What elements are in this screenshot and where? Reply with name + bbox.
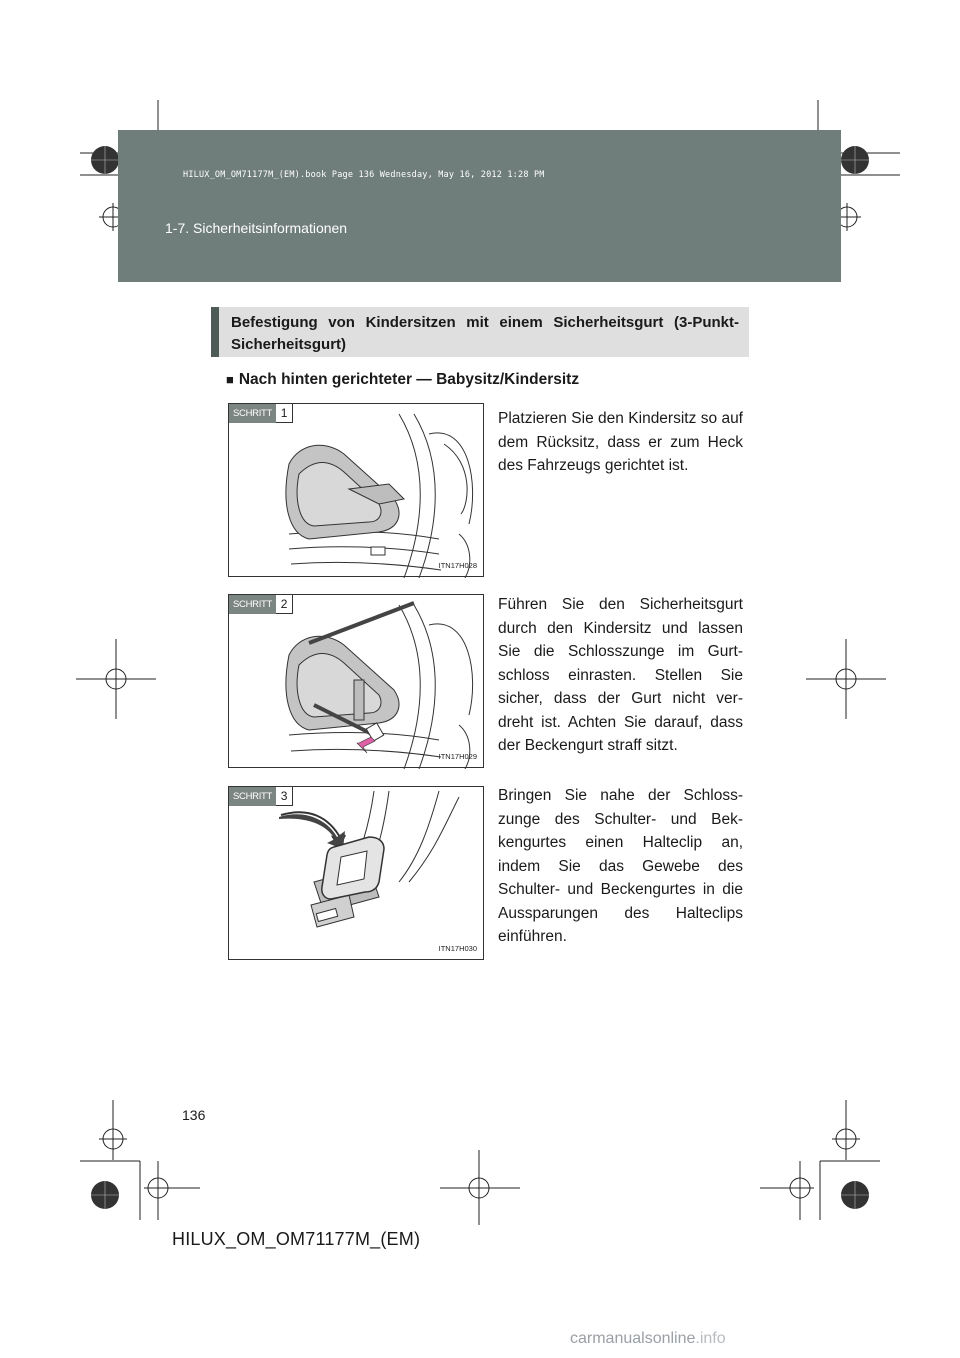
figure-code: ITN17H028 (438, 561, 477, 570)
step-3-figure (228, 786, 484, 960)
watermark-part2: .info (695, 1330, 726, 1347)
subheading-text: Nach hinten gerichteter — Babysitz/Kindersitz (238, 371, 580, 388)
step-label: SCHRITT (229, 595, 276, 614)
step-badge (229, 787, 293, 806)
step-label: SCHRITT (229, 404, 276, 423)
header-band (118, 130, 841, 282)
subheading (226, 371, 579, 389)
step-number: 1 (276, 404, 293, 423)
step-1-text: Platzieren Sie den Kindersitz so auf dem Rücksitz, dass er zum Heck des Fahrzeugs gerichtet ist. (498, 410, 743, 474)
step-label: SCHRITT (229, 787, 276, 806)
seat-belt-routing-illustration (229, 595, 485, 769)
rear-facing-child-seat-illustration (229, 404, 485, 578)
step-1-figure (228, 403, 484, 577)
figure-code: ITN17H029 (438, 752, 477, 761)
step-badge (229, 404, 293, 423)
square-bullet-icon: ■ (226, 372, 234, 387)
locking-clip-illustration (229, 787, 485, 961)
step-2-figure (228, 594, 484, 768)
step-number: 2 (276, 595, 293, 614)
watermark-part1: carmanualsonline (570, 1330, 696, 1347)
section-heading: Befestigung von Kindersitzen mit einem Sicherheitsgurt (3-Punkt-Sicherheitsgurt) (211, 307, 749, 357)
section-title: 1-7. Sicherheitsinformationen (165, 220, 348, 236)
step-number: 3 (276, 787, 293, 806)
step-2-text: Führen Sie den Sicherheitsgurt durch den Kindersitz und lassen Sie die Schlosszunge im Gurt-schloss einrasten. Stellen Sie sicher, dass der Gurt nicht ver-dreht ist. Achten Sie darauf, dass der Beckengurt straff sitzt. (498, 596, 743, 754)
book-stamp: HILUX_OM_OM71177M_(EM).book Page 136 Wednesday, May 16, 2012 1:28 PM (183, 170, 545, 180)
footer-code: HILUX_OM_OM71177M_(EM) (172, 1229, 421, 1249)
step-badge (229, 595, 293, 614)
page-number: 136 (182, 1107, 206, 1123)
watermark (570, 1330, 726, 1348)
step-3-text: Bringen Sie nahe der Schloss-zunge des Schulter- und Bek-kengurtes einen Halteclip an, indem Sie das Gewebe des Schulter- und Beckengurtes in die Aussparungen des Halteclips einführen. (498, 787, 743, 945)
figure-code: ITN17H030 (438, 944, 477, 953)
